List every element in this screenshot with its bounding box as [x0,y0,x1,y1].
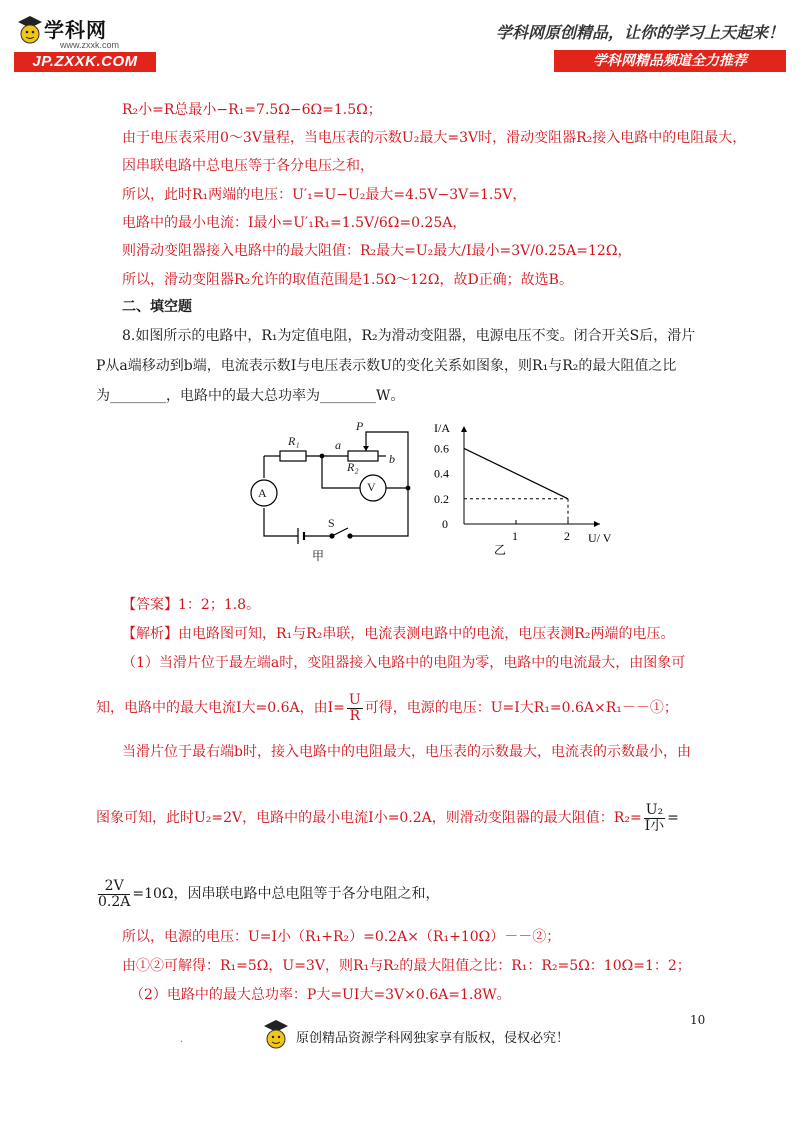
y-axis-label: I/A [434,421,450,435]
question-8-line-2: P从a端移动到b端，电流表示数I与电压表示数U的变化关系如图象，则R₁与R₂的最大阻值之比 [96,358,677,374]
y-axis-arrow [461,426,467,432]
iu-graph [428,418,612,568]
iu-series-line [464,448,568,498]
x-tick-label: 1 [512,529,518,543]
terminal-a-label: a [335,438,341,452]
fraction-u-over-r [347,693,363,724]
solution-line-6: 则滑动变阻器接入电路中的最大阻值：R₂最大=U₂最大/I最小=3V/0.25A=12Ω， [122,243,632,259]
fraction-denominator: R [349,708,361,724]
question-8-line-1: 8.如图所示的电路中，R₁为定值电阻，R₂为滑动变阻器，电源电压不变。闭合开关S后，滑片 [122,328,696,344]
solution-line-3: 因串联电路中总电压等于各分电压之和， [122,158,374,174]
logo-url-small: www.zxxk.com [60,40,120,50]
switch-s-label: S [328,516,335,530]
analysis-line-7: 所以，电源的电压：U=I小（R₁+R₂）=0.2A×（R₁+10Ω）－－②； [122,929,561,945]
footer-mascot-icon [262,1018,290,1056]
solution-line-5: 电路中的最小电流：I最小=U′₁R₁=1.5V/6Ω=0.25A， [122,215,467,231]
circuit-diagram [236,416,426,570]
page-number: 10 [690,1013,706,1027]
voltmeter-label: V [367,480,376,494]
question-8-line-3: 为________，电路中的最大总功率为________W。 [96,388,405,404]
analysis-line-2: （1）当滑片位于最左端a时，变阻器接入电路中的电阻为零，电路中的电流最大，由图象可 [122,655,686,671]
analysis-line-3-part-b: 可得，电源的电压：U=I大R₁=0.6A×R₁－－①； [364,700,678,717]
footer-copyright: 原创精品资源学科网独家享有版权，侵权必究！ [296,1031,570,1046]
analysis-line-1: 【解析】由电路图可知，R₁与R₂串联，电流表测电路中的电流，电压表测R₂两端的电压。 [122,626,675,642]
graph-caption: 乙 [494,543,507,557]
channel-banner: 学科网精品频道全力推荐 [554,50,786,72]
analysis-line-4: 当滑片位于最右端b时，接入电路中的电阻最大，电压表的示数最大，电流表的示数最小，由 [122,744,691,760]
r2-label: R₂ [347,460,359,474]
slider-p-label: P [356,419,364,433]
x-axis-arrow [594,521,600,527]
x-axis-label: U/ V [588,531,612,545]
header-slogan: 学科网原创精品，让你的学习上天起来！ [495,23,784,42]
section-heading: 二、填空题 [122,299,192,315]
logo-banner[interactable]: JP.ZXXK.COM [14,52,156,72]
circuit-caption: 甲 [312,549,325,563]
equals-sign: = [667,810,679,827]
fraction-u2-over-imin [644,803,665,834]
answer-line: 【答案】1：2；1.8。 [122,597,261,613]
logo-mascot-icon [16,14,44,50]
y-tick-label: 0.6 [434,441,449,456]
solution-line-2: 由于电压表采用0～3V量程，当电压表的示数U₂最大=3V时，滑动变阻器R₂接入电路中的电阻最大， [122,130,747,146]
r1-label: R₁ [288,434,300,448]
footer-dot: . [180,1034,184,1045]
fraction-numerator: 2V [98,879,130,895]
analysis-line-3 [96,693,678,724]
y-tick-label: 0.2 [434,491,449,506]
analysis-line-5-text: 图象可知，此时U₂=2V，电路中的最小电流I小=0.2A，则滑动变阻器的最大阻值：R₂= [96,810,642,827]
solution-line-4: 所以，此时R₁两端的电压：U′₁=U−U₂最大=4.5V−3V=1.5V， [122,187,527,203]
analysis-line-6-text: =10Ω，因串联电路中总电阻等于各分电阻之和， [132,886,440,903]
terminal-b-label: b [389,452,395,466]
fraction-numerator: U₂ [645,802,664,818]
fraction-denominator: 0.2A [98,894,131,910]
logo-text: 学科网 [44,18,107,42]
fraction-denominator: I小 [644,818,665,834]
analysis-line-8: 由①②可解得：R₁=5Ω，U=3V，则R₁与R₂的最大阻值之比：R₁：R₂=5Ω：10Ω=1：2； [122,958,691,974]
fraction-numerator: U [348,692,361,708]
fraction-2v-over-02a [98,879,130,910]
iu-graph-svg [428,418,612,568]
analysis-line-3-part-a: 知，电路中的最大电流I大=0.6A，由I= [96,700,345,717]
ammeter-label: A [258,486,267,500]
analysis-line-9: （2）电路中的最大总功率：P大=UI大=3V×0.6A=1.8W。 [130,987,511,1003]
solution-line-7: 所以，滑动变阻器R₂允许的取值范围是1.5Ω～12Ω，故D正确；故选B。 [122,272,573,288]
y-tick-label: 0.4 [434,466,449,481]
analysis-line-5 [96,803,679,834]
analysis-line-6 [96,879,440,910]
solution-line-1: R₂小=R总最小−R₁=7.5Ω−6Ω=1.5Ω； [122,102,382,118]
origin-label: 0 [442,517,448,531]
x-tick-label: 2 [564,529,570,543]
